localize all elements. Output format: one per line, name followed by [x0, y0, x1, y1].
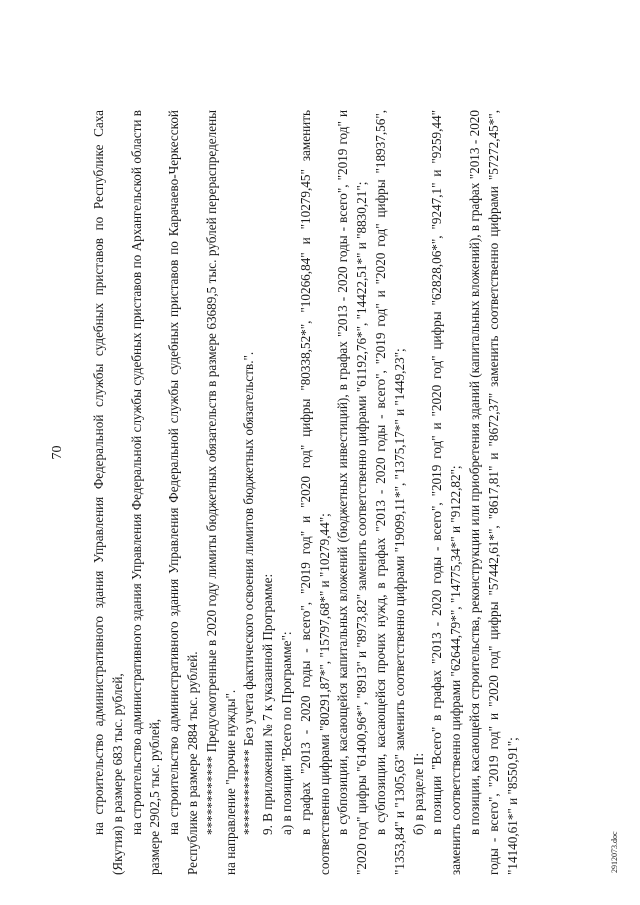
- paragraph: б) в разделе II:: [410, 752, 426, 835]
- paragraph: а) в позиции "Всего по Программе":: [278, 631, 294, 835]
- paragraph: в графах "2013 - 2020 годы - всего", "2019 год" и "2020 год" цифры "80338,52*", "10266,84" и "10279,45" заменить соответственно цифрами "80291,87*", "15797,68*" и "10279,44";: [297, 110, 332, 875]
- paragraph: в субпозиции, касающейся капитальных вложений (бюджетных инвестиций), в графах "2013 - 2020 годы - всего", "2019 год" и "2020 год" цифры "61400,96*", "8913" и "8973,82" заменить соответственно цифрами "61192,76*", "14422,51*" и "8830,21";: [335, 110, 370, 875]
- paragraph: ************* Без учета фактического освоения лимитов бюджетных обязательств.".: [241, 351, 257, 835]
- paragraph: 9. В приложении № 7 к указанной Программе:: [260, 573, 276, 835]
- page-number: 70: [50, 445, 65, 460]
- paragraph: на строительство административного здания Управления Федеральной службы судебных приставов по Карачаево-Черкесской Республике в размере 2884 тыс. рублей.: [166, 110, 200, 875]
- body-text: [90, 110, 522, 875]
- paragraph: ************ Предусмотренные в 2020 году лимиты бюджетных обязательств в размере 63689,5 тыс. рублей перераспределены на направление "прочие нужды".: [203, 110, 238, 875]
- paragraph: на строительство административного здания Управления Федеральной службы судебных приставов по Архангельской области в размере 2902,5 тыс. рублей,: [128, 110, 163, 875]
- paragraph: в позиции "Всего" в графах "2013 - 2020 годы - всего", "2019 год" и "2020 год" цифры "62828,06*", "9247,1" и "9259,44" заменить соответственно цифрами "62644,79*", "14775,34*" и "9122,82";: [429, 110, 464, 875]
- footer-filename: 2912073.doc: [610, 831, 619, 873]
- paragraph: в субпозиции, касающейся прочих нужд, в графах "2013 - 2020 годы - всего", "2019 год" и "2020 год" цифры "18937,56", "1353,84" и "1305,63" заменить соответственно цифрами "19099,11*", "1375,17*" и "1449,23";: [372, 110, 407, 875]
- paragraph: в позиции, касающейся строительства, реконструкции или приобретения зданий (капитальных вложений), в графах "2013 - 2020 годы - всего", "2019 год" и "2020 год" цифры "57442,61*", "8617,81" и "8672,37" заменить соответственно цифрами "57272,45*", "14140,61*" и "8550,91";: [466, 110, 520, 875]
- paragraph: на строительство административного здания Управления Федеральной службы судебных приставов по Республике Саха (Якутия) в размере 683 тыс. рублей,: [91, 110, 125, 875]
